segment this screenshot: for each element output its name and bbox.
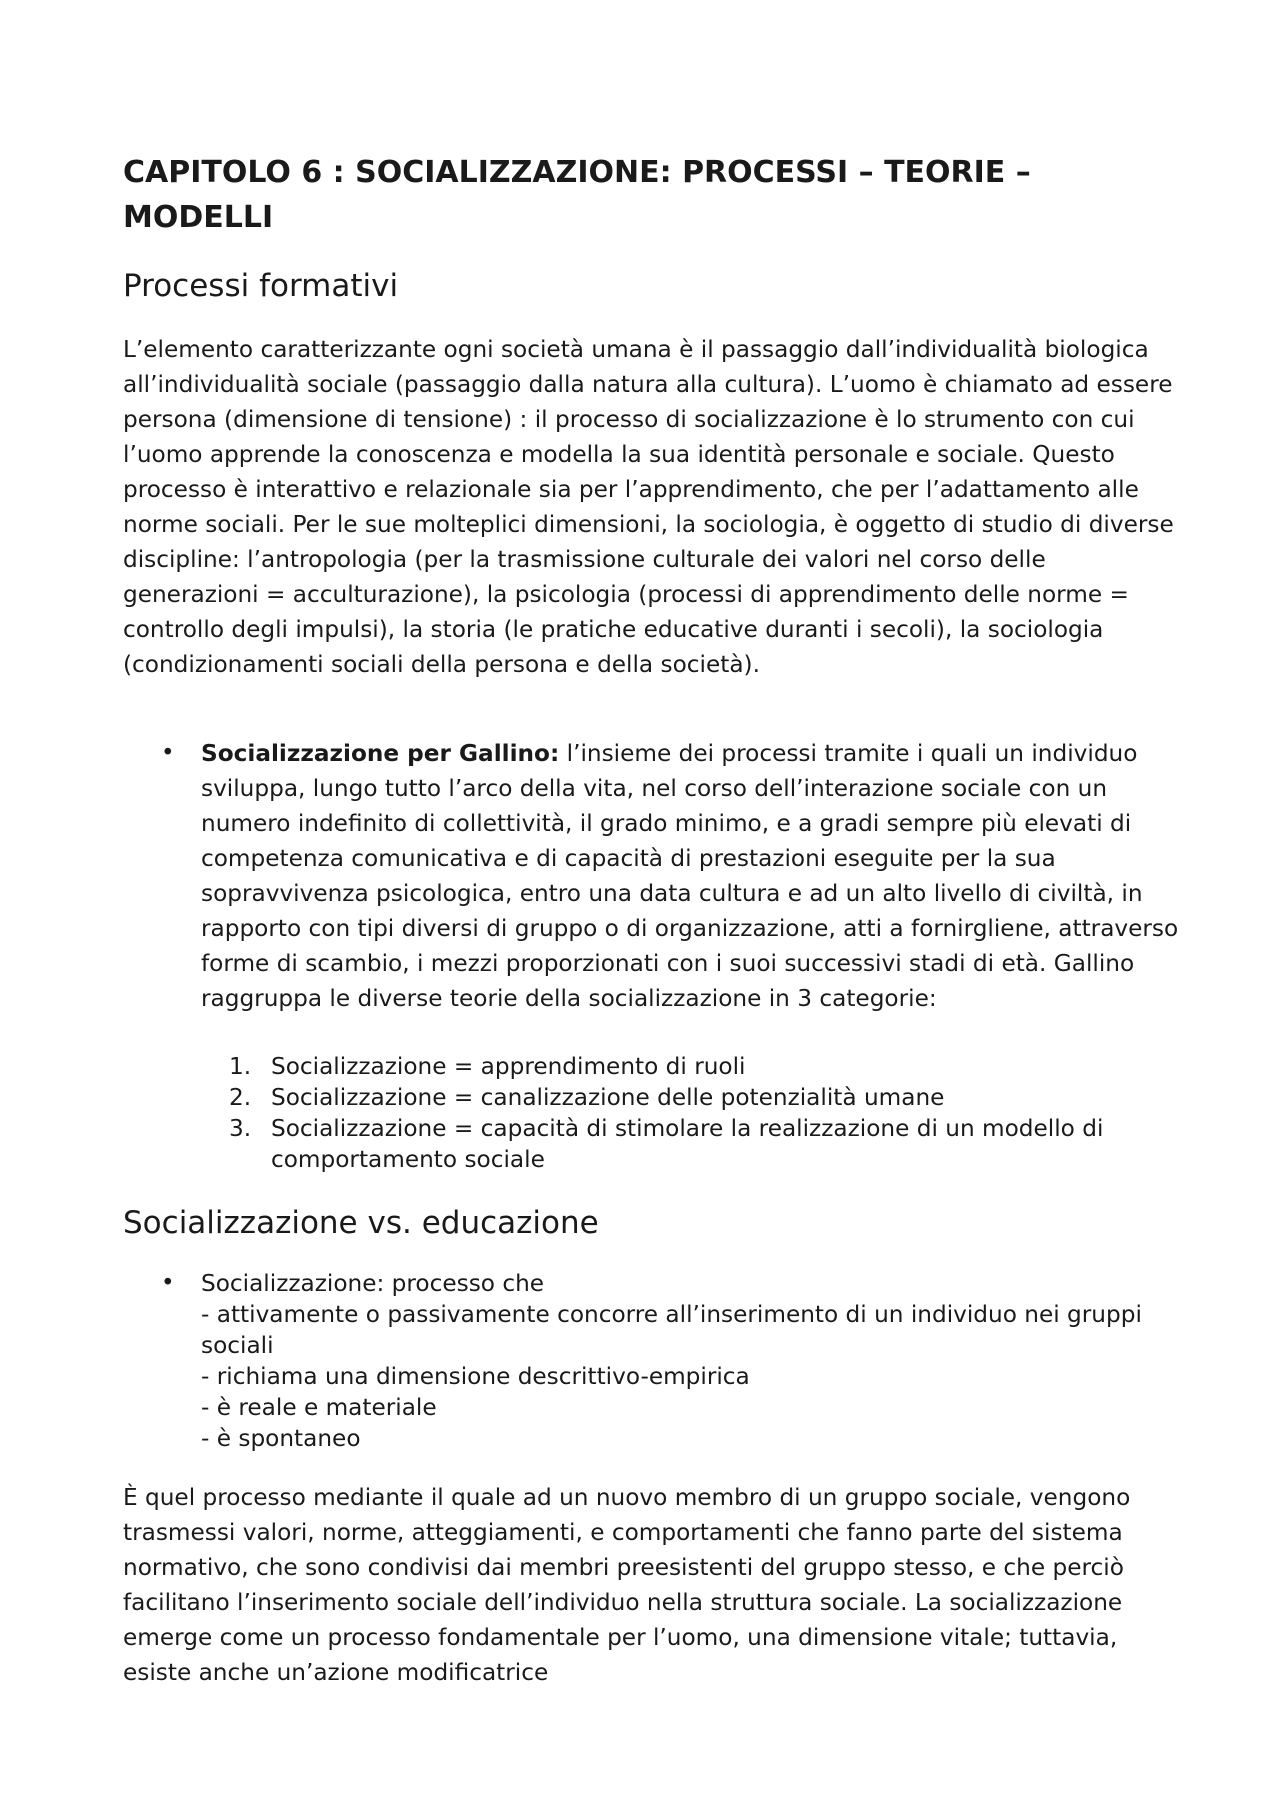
paragraph-socializzazione: È quel processo mediante il quale ad un nuovo membro di un gruppo sociale, vengono trasmessi valori, norme, atteggiamenti, e comportamenti che fanno parte del sistema normativo, che sono condivisi dai membri preesistenti del gruppo stesso, e che perciò facilitano l’inserimento sociale dell’individuo nella struttura sociale. La socializzazione emerge come un processo fondamentale per l’uomo, una dimensione vitale; tuttavia, esiste anche un’azione modificatrice <box>123 1484 1131 1686</box>
bullet-line: - è reale e materiale <box>201 1394 437 1421</box>
bullet-gallino-text <box>201 736 1181 1016</box>
bullet-marker: • <box>161 1270 175 1296</box>
bullet-gallino-label: Socializzazione per Gallino: <box>201 740 560 767</box>
list-item-text: Socializzazione = canalizzazione delle potenzialità umane <box>271 1084 945 1111</box>
section-heading-socializzazione-vs-educazione: Socializzazione vs. educazione <box>123 1205 599 1241</box>
bullet-marker: • <box>161 740 175 766</box>
bullet-socializzazione-text <box>201 1268 1181 1454</box>
list-item <box>201 1051 1181 1082</box>
list-item-text: Socializzazione = apprendimento di ruoli <box>271 1053 746 1080</box>
list-item-number: 3. <box>229 1115 252 1142</box>
chapter-title: CAPITOLO 6 : SOCIALIZZAZIONE: PROCESSI – TEORIE – MODELLI <box>123 155 1031 235</box>
list-item-number: 1. <box>229 1053 252 1080</box>
bullet-line: - è spontaneo <box>201 1425 361 1452</box>
section-heading-processi-formativi: Processi formativi <box>123 268 399 304</box>
gallino-categories-list <box>201 1051 1181 1175</box>
list-item-number: 2. <box>229 1084 252 1111</box>
list-item-text: Socializzazione = capacità di stimolare la realizzazione di un modello di comportamento sociale <box>271 1115 1104 1173</box>
list-item <box>201 1082 1181 1113</box>
bullet-gallino-body: l’insieme dei processi tramite i quali un individuo sviluppa, lungo tutto l’arco della vita, nel corso dell’interazione sociale con un numero indefinito di collettività, il grado minimo, e a gradi sempre più elevati di competenza comunicativa e di capacità di prestazioni eseguite per la sua sopravvivenza psicologica, entro una data cultura e ad un alto livello di civiltà, in rapporto con tipi diversi di gruppo o di organizzazione, atti a fornirgliene, attraverso forme di scambio, i mezzi proporzionati con i suoi successivi stadi di età. Gallino raggruppa le diverse teorie della socializzazione in 3 categorie: <box>201 740 1179 1012</box>
bullet-line: - richiama una dimensione descrittivo-empirica <box>201 1363 750 1390</box>
list-item <box>201 1113 1181 1175</box>
paragraph-processi-formativi: L’elemento caratterizzante ogni società umana è il passaggio dall’individualità biologica all’individualità sociale (passaggio dalla natura alla cultura). L’uomo è chiamato ad essere persona (dimensione di tensione) : il processo di socializzazione è lo strumento con cui l’uomo apprende la conoscenza e modella la sua identità personale e sociale. Questo processo è interattivo e relazionale sia per l’apprendimento, che per l’adattamento alle norme sociali. Per le sue molteplici dimensioni, la sociologia, è oggetto di studio di diverse discipline: l’antropologia (per la trasmissione culturale dei valori nel corso delle generazioni = acculturazione), la psicologia (processi di apprendimento delle norme = controllo degli impulsi), la storia (le pratiche educative duranti i secoli), la sociologia (condizionamenti sociali della persona e della società). <box>123 336 1174 678</box>
bullet-line: - attivamente o passivamente concorre all’inserimento di un individuo nei gruppi sociali <box>201 1301 1142 1359</box>
bullet-line: Socializzazione: processo che <box>201 1270 545 1297</box>
